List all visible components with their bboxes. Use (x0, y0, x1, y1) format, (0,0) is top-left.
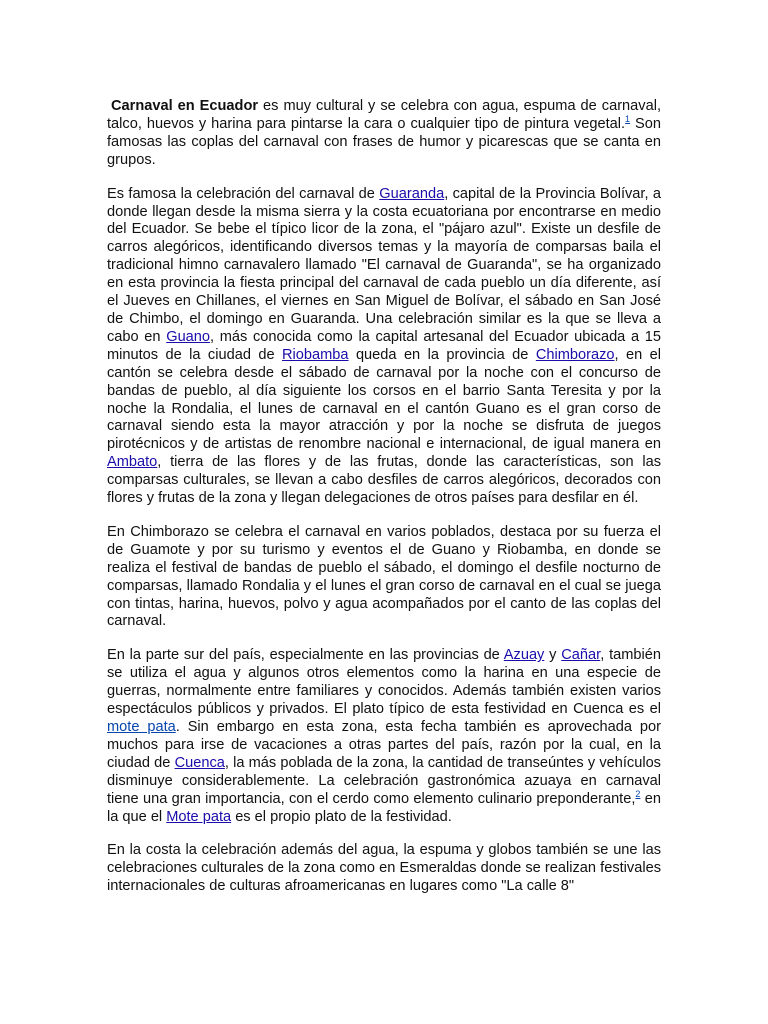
paragraph-intro (107, 98, 661, 170)
footnote-link-1[interactable]: 1 (625, 114, 631, 125)
link-riobamba[interactable]: Riobamba (282, 346, 349, 363)
link-mote-pata-2[interactable]: Mote pata (166, 808, 232, 825)
text: . Sin embargo en esta zona, esta fecha también es aprovechada por muchos para irse de vacaciones a otras partes del país, razón por la cual, en la ciudad de (107, 719, 661, 771)
paragraph-guaranda (107, 186, 661, 508)
text: Son famosas las coplas del carnaval con frases de humor y picarescas que se canta en grupos. (107, 115, 661, 168)
text: En la costa la celebración además del agua, la espuma y globos también se une las celebraciones culturales de la zona como en Esmeraldas donde se realizan festivales internacionales de culturas afroamericanas en lugares como "La calle 8" (107, 842, 661, 895)
text: en la que el (107, 790, 661, 825)
link-cuenca[interactable]: Cuenca (174, 754, 225, 771)
text: es el propio plato de la festividad. (231, 808, 452, 825)
link-ambato[interactable]: Ambato (107, 454, 158, 471)
document-body (107, 98, 661, 912)
link-chimborazo[interactable]: Chimborazo (535, 346, 615, 363)
text: , la más poblada de la zona, la cantidad de transeúntes y vehículos disminuye considerablemente. La celebración gastronómica azuaya en carnaval tiene una gran importancia, con el cerdo como elemento culinario preponderante, (107, 754, 661, 807)
text: , más conocida como la capital artesanal del Ecuador ubicada a 15 minutos de la ciudad de (107, 328, 661, 363)
link-canar[interactable]: Cañar (561, 647, 601, 664)
paragraph-sur (107, 647, 661, 826)
text: queda en la provincia de (348, 346, 536, 363)
text: , también se utiliza el agua y algunos otros elementos como la harina en una especie de guerras, normalmente entre familiares y conocidos. Además también existen varios espectáculos públicos y privados. El plato típico de esta festividad en Cuenca es el (107, 647, 661, 718)
footnote-link-2[interactable]: 2 (635, 788, 641, 799)
text: En la parte sur del país, especialmente en las provincias de (107, 647, 504, 664)
text: , tierra de las flores y de las frutas, donde las características, son las comparsas culturales, se llevan a cabo desfiles de carros alegóricos, decorados con flores y frutas de la zona y llegan delegaciones de otros países para desfilar en él. (107, 454, 661, 507)
text: , en el cantón se celebra desde el sábado de carnaval por la noche con el concurso de bandas de pueblo, al día siguiente los corsos en el barrio Santa Teresita y por la noche la Rondalia, el lunes de carnaval en el cantón Guano es el gran corso de carnaval siendo esta la mayor atracción y por la noche se disfruta de juegos pirotécnicos y de artistas de renombre nacional e internacional, de igual manera en (107, 346, 661, 453)
article-title: Carnaval en Ecuador (111, 98, 259, 114)
text: , capital de la Provincia Bolívar, a donde llegan desde la misma sierra y la costa ecuatoriana por encontrarse en medio del Ecuador. Se bebe el típico licor de la zona, el "pájaro azul". Existe un desfile de carros alegóricos, identificando diversos temas y la mayoría de comparsas baila el tradicional himno carnavalero llamado "El carnaval de Guaranda", se ha organizado en esta provincia la fiesta principal del carnaval de cada pueblo un día diferente, así el Jueves en Chillanes, el viernes en San Miguel de Bolívar, el sábado en San José de Chimbo, el domingo en Guaranda. Una celebración similar es la que se lleva a cabo en (107, 185, 662, 345)
paragraph-costa (107, 842, 661, 896)
text: es muy cultural y se celebra con agua, espuma de carnaval, talco, huevos y harina para pintarse la cara o cualquier tipo de pintura vegetal. (107, 98, 661, 132)
link-azuay[interactable]: Azuay (503, 647, 545, 664)
paragraph-chimborazo (107, 524, 661, 631)
link-mote-pata[interactable]: mote pata (107, 719, 176, 735)
text: Es famosa la celebración del carnaval de (107, 185, 380, 202)
text: En Chimborazo se celebra el carnaval en varios poblados, destaca por su fuerza el de Guamote y por su turismo y eventos el de Guano y Riobamba, en donde se realiza el festival de bandas de pueblo el sábado, el domingo el desfile nocturno de comparsas, llamado Rondalia y el lunes el gran corso de carnaval en el cual se juega con tintas, harina, huevos, polvo y agua acompañados por el canto de las coplas del carnaval. (107, 523, 661, 630)
text: y (544, 647, 562, 664)
link-guaranda[interactable]: Guaranda (379, 185, 445, 202)
link-guano[interactable]: Guano (166, 328, 211, 345)
